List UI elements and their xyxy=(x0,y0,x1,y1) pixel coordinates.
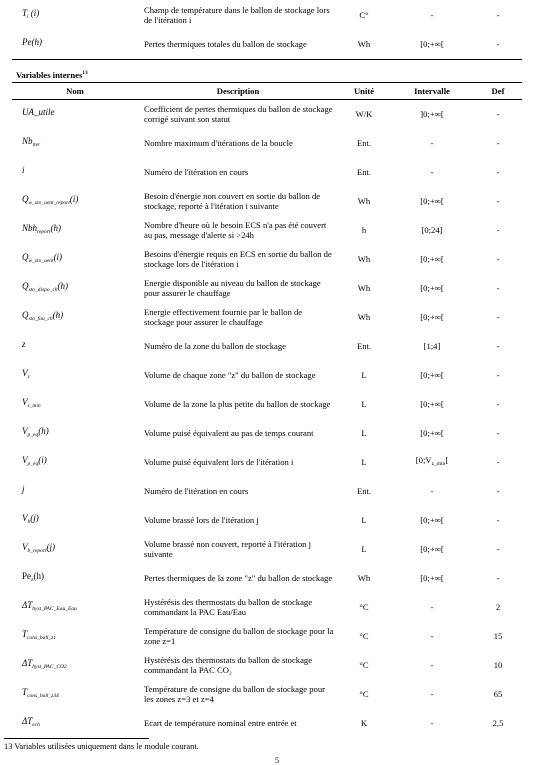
table-row xyxy=(12,361,522,390)
variable-default: - xyxy=(496,544,500,554)
variable-description: Volume brassé non couvert, reporté à l'itération j suivante xyxy=(144,539,312,559)
variable-interval: [0;+∞[ xyxy=(420,38,444,49)
table-row xyxy=(12,622,522,651)
variable-interval: [0;+∞[ xyxy=(420,544,444,554)
table-row xyxy=(12,448,522,477)
variable-default: - xyxy=(496,486,500,496)
variable-description: Volume brassé lors de l'itération j xyxy=(144,515,259,525)
variable-unit: L xyxy=(361,370,367,380)
table-row xyxy=(12,274,522,303)
variable-default: 2 xyxy=(495,602,501,612)
variable-interval: [0;+∞[ xyxy=(420,196,444,206)
variable-default: - xyxy=(496,370,500,380)
variable-name: $Pe_z(h)$ xyxy=(22,571,44,583)
table-header-row xyxy=(12,83,522,100)
footnote-ref: 13 xyxy=(82,70,88,76)
table-row xyxy=(12,506,522,535)
variable-unit: Ent. xyxy=(356,138,372,148)
table-row xyxy=(12,158,522,187)
variable-name: Nbh$_{report}$(h) xyxy=(22,223,62,235)
variable-name: $\Delta T_{ech}$ xyxy=(22,716,40,728)
table-row xyxy=(12,216,522,245)
variable-unit: Ent. xyxy=(356,167,372,177)
variable-unit: L xyxy=(361,399,367,409)
variable-interval: - xyxy=(430,660,434,670)
variable-default: - xyxy=(496,341,500,351)
variable-name: $T_{cons\_ball\_z34}$ xyxy=(22,687,59,699)
variable-name: $\Delta T_{hyst\_PAC\_Eau\_Eau}$ xyxy=(22,600,77,612)
variable-interval: - xyxy=(430,9,434,20)
variable-unit: C° xyxy=(359,9,369,20)
table-row xyxy=(12,477,522,506)
variable-name: $T_i$ (i) xyxy=(22,7,40,20)
table-row xyxy=(12,593,522,622)
table-row xyxy=(12,564,522,593)
header-name: Nom xyxy=(66,86,84,96)
variable-interval: - xyxy=(430,631,434,641)
variable-description: Numéro de l'itération en cours xyxy=(144,167,249,177)
variable-default: - xyxy=(496,515,500,525)
variable-interval: [0;+∞[ xyxy=(420,283,444,293)
variable-default: - xyxy=(496,312,500,322)
variable-unit: W/K xyxy=(355,109,373,120)
variable-description: Pertes thermiques de la zone "z" du ballon de stockage xyxy=(144,573,333,583)
variable-description: Température de consigne du ballon de stockage pour les zones z=3 et z=4 xyxy=(144,684,325,704)
variable-name: $V_{z\_min}$ xyxy=(22,397,41,409)
variable-interval: [0;+∞[ xyxy=(420,370,444,380)
variable-description: Volume de chaque zone "z" du ballon de stockage xyxy=(144,370,316,380)
variable-default: 2,5 xyxy=(492,718,504,728)
variable-name: z xyxy=(22,339,26,349)
table-row xyxy=(12,245,522,274)
variable-name: $V_{p\_eq}(h)$ xyxy=(22,426,49,438)
variable-description: Hystérésis des thermostats du ballon de stockage commandant la PAC CO₂ xyxy=(144,655,313,675)
table-row xyxy=(12,29,522,58)
table-row xyxy=(12,390,522,419)
variable-unit: Wh xyxy=(357,283,371,293)
variable-name: $V_z$ xyxy=(22,368,30,380)
variable-unit: Wh xyxy=(357,38,371,49)
variable-interval: - xyxy=(430,718,434,728)
variable-name: j xyxy=(22,484,25,494)
variable-name: $T_{cons\_ball\_z1}$ xyxy=(22,629,57,641)
variable-description: Energie effectivement fournie par le ballon de stockage pour assurer le chauffage xyxy=(144,307,303,327)
variable-description: Hystérésis des thermostats du ballon de stockage commandant la PAC Eau/Eau xyxy=(144,597,313,617)
header-unit: Unité xyxy=(353,86,375,96)
variable-unit: L xyxy=(361,515,367,525)
variable-description: Nombre maximum d'itérations de la boucle xyxy=(144,138,293,148)
variable-name: i xyxy=(22,165,25,175)
variable-unit: Wh xyxy=(357,196,371,206)
variable-description: Numéro de la zone du ballon de stockage xyxy=(144,341,286,351)
table-row xyxy=(12,187,522,216)
variable-name: $Q_{w\_sto\_uent\_report}(i)$ xyxy=(22,194,79,206)
variable-unit: h xyxy=(361,225,367,235)
table-row xyxy=(12,100,522,129)
variable-name: $V_b(j)$ xyxy=(22,513,39,525)
variable-unit: Wh xyxy=(357,254,371,264)
top-variables-table xyxy=(12,0,522,58)
table-row xyxy=(12,651,522,680)
variable-description: Besoins d'énergie requis en ECS en sortie du ballon de stockage lors de l'itération i xyxy=(144,249,332,269)
variable-default: 15 xyxy=(493,631,503,641)
variable-description: Energie disponible au niveau du ballon de stockage pour assurer le chauffage xyxy=(144,278,321,298)
variable-interval: - xyxy=(430,689,434,699)
variable-name: $\Delta T_{hyst\_PAC\_CO2}$ xyxy=(22,658,67,670)
variable-interval: [$0;V_{z\_min}$[ xyxy=(415,455,449,467)
variable-name: $Q_{sto\_dispo\_ch}(h)$ xyxy=(22,281,69,293)
variable-unit: Ent. xyxy=(356,486,372,496)
variable-unit: °C xyxy=(359,631,369,641)
table-row xyxy=(12,0,522,29)
table-row xyxy=(12,680,522,709)
variable-name: $Q_{w\_sto\_uent}(i)$ xyxy=(22,252,63,264)
variable-default: - xyxy=(496,225,500,235)
variable-interval: - xyxy=(430,138,434,148)
header-description: Description xyxy=(216,86,260,96)
variable-description: Température de consigne du ballon de stockage pour la zone z=1 xyxy=(144,626,334,646)
variable-unit: Wh xyxy=(357,573,371,583)
variable-interval: [0;+∞[ xyxy=(420,515,444,525)
variable-interval: [0;+∞[ xyxy=(420,428,444,438)
section-title: Variables internes$^{13}$ xyxy=(16,69,88,80)
footnote: 13 Variables utilisées uniquement dans le module courant. xyxy=(4,742,199,751)
variable-interval: [0;+∞[ xyxy=(420,573,444,583)
variable-interval: [1;4] xyxy=(423,341,441,351)
internal-variables-table xyxy=(12,82,522,738)
variable-default: - xyxy=(496,457,500,467)
footnote-rule xyxy=(4,738,149,739)
variable-unit: °C xyxy=(359,602,369,612)
variable-unit: Ent. xyxy=(356,341,372,351)
variable-description: Besoin d'énergie non couvert en sortie du ballon de stockage, reporté à l'itération i suivante xyxy=(144,191,321,211)
variable-description: Volume puisé équivalent lors de l'itération i xyxy=(144,457,294,467)
variable-unit: K xyxy=(360,718,368,728)
variable-description: Volume de la zone la plus petite du ballon de stockage xyxy=(144,399,331,409)
variable-interval: - xyxy=(430,486,434,496)
variable-default: - xyxy=(496,283,500,293)
variable-interval: [0;24] xyxy=(421,225,443,235)
variable-description: Volume puisé équivalent au pas de temps courant xyxy=(144,428,314,438)
variable-unit: L xyxy=(361,544,367,554)
variable-interval: ]0;+∞[ xyxy=(420,109,444,120)
variable-name: $V_{p\_eq}(i)$ xyxy=(22,455,47,467)
table-rule xyxy=(12,59,522,60)
variable-description: Pertes thermiques totales du ballon de stockage xyxy=(144,38,307,49)
variable-default: - xyxy=(496,399,500,409)
variable-default: - xyxy=(496,138,500,148)
page-number: 5 xyxy=(275,756,279,765)
header-interval: Intervalle xyxy=(414,86,450,96)
variable-default: 10 xyxy=(493,660,503,670)
variable-unit: L xyxy=(361,428,367,438)
variable-default: - xyxy=(496,109,500,120)
variable-default: - xyxy=(496,38,500,49)
variable-description: Coefficient de pertes thermiques du ballon de stockage corrigé suivant son statut xyxy=(144,104,333,125)
variable-default: - xyxy=(496,167,500,177)
variable-unit: °C xyxy=(359,660,369,670)
variable-interval: [0;+∞[ xyxy=(420,399,444,409)
variable-description: Nombre d'heure où le besoin ECS n'a pas été couvert au pas, message d'alerte si >24h xyxy=(144,220,327,240)
variable-unit: °C xyxy=(359,689,369,699)
table-row xyxy=(12,709,522,738)
variable-default: - xyxy=(496,9,500,20)
variable-default: - xyxy=(496,254,500,264)
header-default: Def xyxy=(491,86,505,96)
table-row xyxy=(12,129,522,158)
table-row xyxy=(12,535,522,564)
table-row xyxy=(12,419,522,448)
table-row xyxy=(12,303,522,332)
variable-default: - xyxy=(496,428,500,438)
variable-name: Pe(h) xyxy=(22,36,42,47)
variable-default: 65 xyxy=(493,689,503,699)
variable-interval: [0;+∞[ xyxy=(420,312,444,322)
table-row xyxy=(12,332,522,361)
variable-description: Numéro de l'itération en cours xyxy=(144,486,249,496)
variable-default: - xyxy=(496,573,500,583)
variable-name: $Q_{sto\_fou\_ch}(h)$ xyxy=(22,310,64,322)
variable-interval: - xyxy=(430,602,434,612)
variable-unit: Wh xyxy=(357,312,371,322)
variable-interval: - xyxy=(430,167,434,177)
variable-name: $Nb_{iter}$ xyxy=(22,136,41,148)
variable-description: Champ de température dans le ballon de stockage lors de l'itération i xyxy=(144,4,330,25)
variable-name: $V_{b\_report}(j)$ xyxy=(22,542,56,554)
variable-interval: [0;+∞[ xyxy=(420,254,444,264)
variable-description: Ecart de température nominal entre entrée et xyxy=(144,718,297,728)
variable-name: UA_utile xyxy=(22,107,55,118)
variable-unit: L xyxy=(361,457,367,467)
variable-default: - xyxy=(496,196,500,206)
